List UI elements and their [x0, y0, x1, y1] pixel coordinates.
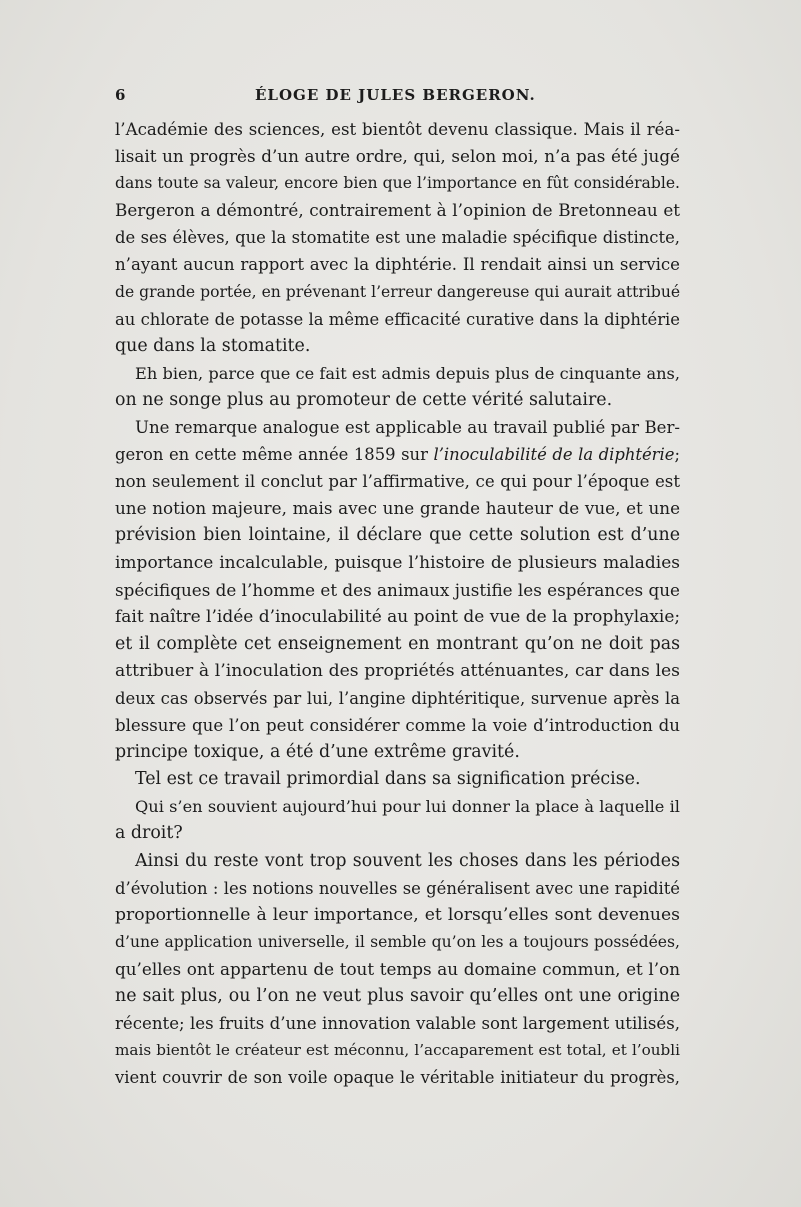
text-line: on ne songe plus au promoteur de cette vérité salutaire.: [115, 389, 613, 410]
italic-title: l’inoculabilité de la diphtérie: [433, 445, 675, 465]
text-line: une notion majeure, mais avec une grande hauteur de vue, et une: [115, 498, 680, 519]
text-line: l’Académie des sciences, est bientôt devenu classique. Mais il réa-: [115, 120, 680, 139]
text-line: mais bientôt le créateur est méconnu, l’accaparement est total, et l’oubli: [115, 1041, 680, 1060]
text-line: et il complète cet enseignement en montrant qu’on ne doit pas: [115, 633, 680, 654]
text-line: d’une application universelle, il semble qu’on les a toujours possédées,: [115, 932, 680, 951]
text-line: principe toxique, a été d’une extrême gravité.: [115, 742, 520, 763]
text-line: Qui s’en souvient aujourd’hui pour lui donner la place à laquelle il: [135, 797, 680, 817]
text-line: vient couvrir de son voile opaque le véritable initiateur du progrès,: [115, 1068, 680, 1088]
text-line: proportionnelle à leur importance, et lorsqu’elles sont devenues: [115, 904, 680, 925]
text-fragment: ;: [674, 445, 680, 465]
text-line: deux cas observés par lui, l’angine diphtéritique, survenue après la: [115, 688, 680, 708]
text-line: d’évolution : les notions nouvelles se généralisent avec une rapidité: [115, 878, 680, 898]
running-title: ÉLOGE DE JULES BERGERON.: [255, 86, 536, 104]
text-line: de ses élèves, que la stomatite est une maladie spécifique distincte,: [115, 228, 680, 248]
text-line: Une remarque analogue est applicable au travail publié par Ber-: [135, 418, 680, 438]
text-line: de grande portée, en prévenant l’erreur dangereuse qui aurait attribué: [115, 282, 681, 301]
running-head: [115, 86, 680, 108]
text-fragment: geron en cette même année 1859 sur: [115, 445, 428, 465]
text-line-mixed: [115, 441, 680, 468]
text-line: prévision bien lointaine, il déclare que cette solution est d’une: [115, 525, 680, 546]
text-line: attribuer à l’inoculation des propriétés atténuantes, car dans les: [115, 660, 680, 681]
page-number: 6: [115, 86, 127, 104]
text-line: importance incalculable, puisque l’histoire de plusieurs maladies: [115, 552, 680, 573]
text-line: fait naître l’idée d’inoculabilité au point de vue de la prophylaxie;: [115, 606, 681, 627]
text-line: au chlorate de potasse la même efficacité curative dans la diphtérie: [115, 309, 680, 329]
text-line: spécifiques de l’homme et des animaux justifie les espérances que: [115, 579, 680, 600]
text-line: qu’elles ont appartenu de tout temps au domaine commun, et l’on: [115, 958, 680, 979]
text-line: ne sait plus, ou l’on ne veut plus savoir qu’elles ont une origine: [115, 986, 680, 1006]
text-line: Bergeron a démontré, contrairement à l’opinion de Bretonneau et: [115, 200, 680, 221]
text-line: a droit?: [115, 823, 183, 844]
text-line: n’ayant aucun rapport avec la diphtérie. Il rendait ainsi un service: [115, 255, 680, 275]
text-line: blessure que l’on peut considérer comme la voie d’introduction du: [115, 716, 680, 736]
text-line: Ainsi du reste vont trop souvent les choses dans les périodes: [135, 850, 680, 871]
text-line: récente; les fruits d’une innovation valable sont largement utilisés,: [115, 1014, 680, 1034]
text-line: Eh bien, parce que ce fait est admis depuis plus de cinquante ans,: [135, 363, 680, 383]
text-line: non seulement il conclut par l’affirmative, ce qui pour l’époque est: [115, 472, 680, 492]
body-text: [115, 116, 680, 1091]
text-line: Tel est ce travail primordial dans sa signification précise.: [135, 769, 641, 790]
text-line: que dans la stomatite.: [115, 335, 311, 356]
text-line: lisait un progrès d’un autre ordre, qui, selon moi, n’a pas été jugé: [115, 146, 680, 167]
text-line: dans toute sa valeur, encore bien que l’importance en fût considérable.: [115, 174, 680, 193]
